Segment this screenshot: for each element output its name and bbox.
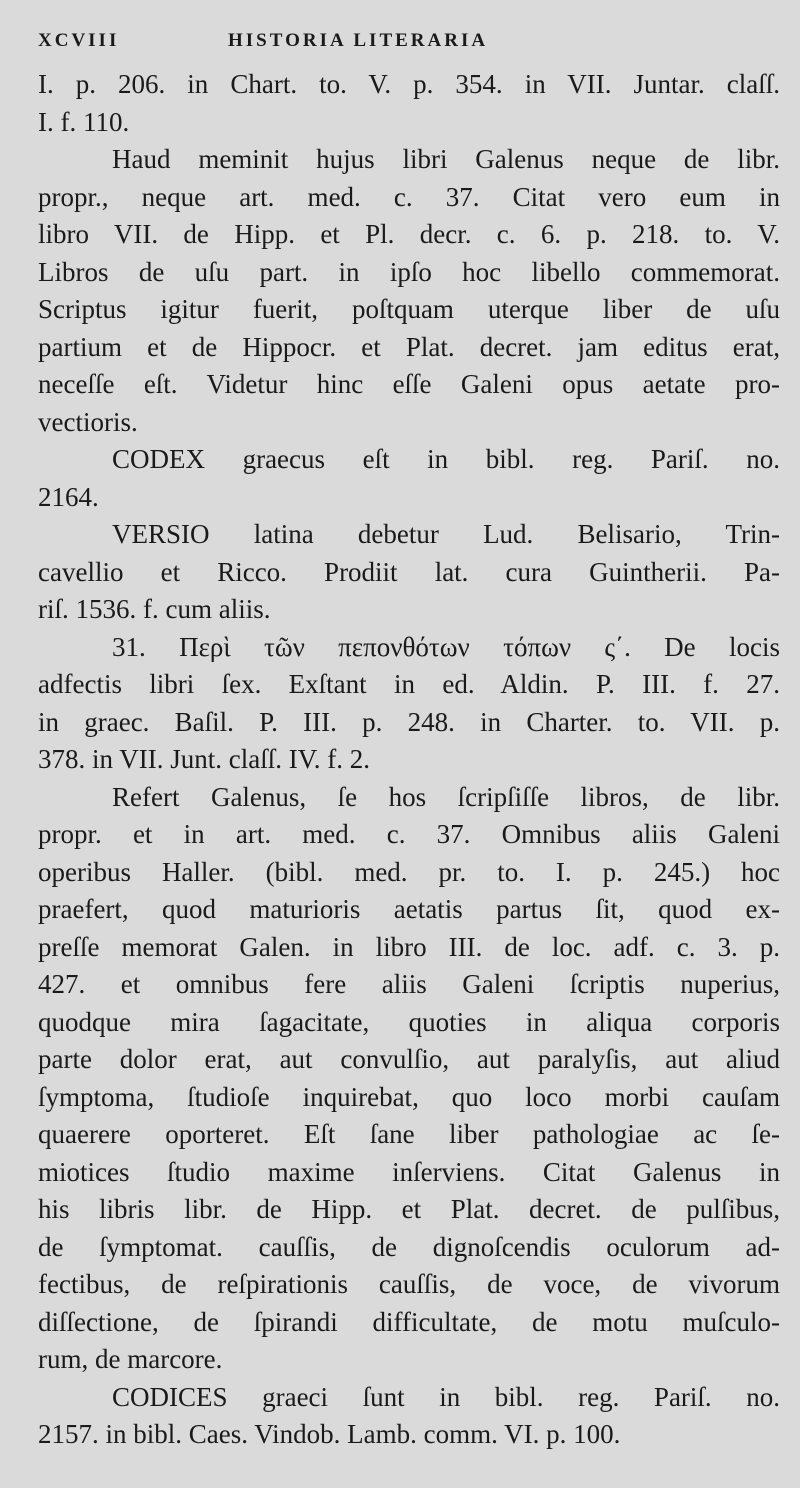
text-line: neceſſe eſt. Videtur hinc eſſe Galeni opus aetate pro- (38, 369, 780, 399)
paragraph (38, 141, 780, 441)
text-line: Haud meminit hujus libri Galenus neque de libr. (112, 144, 780, 174)
text-line: ſymptoma, ſtudioſe inquirebat, quo loco morbi cauſam (38, 1081, 780, 1112)
text-line: CODEX graecus eſt in bibl. reg. Pariſ. no. (112, 444, 780, 474)
text-line: fectibus, de reſpirationis cauſſis, de voce, de vivorum (38, 1269, 780, 1299)
text-line: parte dolor erat, aut convulſio, aut paralyſis, aut aliud (38, 1044, 780, 1074)
text-line: praefert, quod maturioris aetatis partus ſit, quod ex- (38, 894, 780, 924)
text-line: cavellio et Ricco. Prodiit lat. cura Guintherii. Pa- (38, 556, 780, 587)
text-line: vectioris. (38, 406, 138, 437)
running-header (38, 30, 780, 66)
page-number: XCVIII (38, 30, 120, 51)
text-line: his libris libr. de Hipp. et Plat. decret. de pulſibus, (38, 1194, 780, 1224)
text-line: I. f. 110. (38, 106, 130, 137)
running-title: HISTORIA LITERARIA (228, 30, 489, 51)
text-line: diſſectione, de ſpirandi difficultate, de motu muſculo- (38, 1306, 780, 1337)
text-line: riſ. 1536. f. cum aliis. (38, 594, 271, 624)
text-line: adfectis libri ſex. Exſtant in ed. Aldin. P. III. f. 27. (38, 669, 780, 699)
text-line: 378. in VII. Junt. claſſ. IV. f. 2. (38, 744, 370, 774)
text-line: rum, de marcore. (38, 1344, 223, 1374)
text-line: 2164. (38, 481, 99, 512)
text-line: VERSIO latina debetur Lud. Belisario, Trin- (112, 519, 780, 549)
text-line: Scriptus igitur fuerit, poſtquam uterque liber de uſu (38, 294, 780, 324)
text-line: operibus Haller. (bibl. med. pr. to. I. p. 245.) hoc (38, 856, 780, 887)
text-line: quodque mira ſagacitate, quoties in aliqua corporis (38, 1006, 780, 1037)
text-line: 2157. in bibl. Caes. Vindob. Lamb. comm. VI. p. 100. (38, 1419, 621, 1449)
text-line: propr., neque art. med. c. 37. Citat vero eum in (38, 181, 780, 212)
paragraph (38, 1379, 780, 1454)
text-line: 31. Περὶ τῶν πεπονθότων τόπων ς΄. De locis (112, 631, 780, 662)
paragraph (38, 516, 780, 629)
text-line: I. p. 206. in Chart. to. V. p. 354. in VII. Juntar. claſſ. (38, 69, 780, 99)
text-line: preſſe memorat Galen. in libro III. de loc. adf. c. 3. p. (38, 931, 780, 962)
paragraph (38, 66, 780, 141)
text-line: Libros de uſu part. in ipſo hoc libello commemorat. (38, 256, 780, 287)
text-line: CODICES graeci ſunt in bibl. reg. Pariſ. no. (112, 1381, 780, 1412)
text-line: propr. et in art. med. c. 37. Omnibus aliis Galeni (38, 819, 780, 849)
text-line: in graec. Baſil. P. III. p. 248. in Charter. to. VII. p. (38, 706, 780, 737)
text-line: miotices ſtudio maxime inſerviens. Citat Galenus in (38, 1156, 780, 1187)
text-line: 427. et omnibus fere aliis Galeni ſcriptis nuperius, (38, 969, 780, 999)
text-line: Refert Galenus, ſe hos ſcripſiſſe libros, de libr. (112, 781, 780, 812)
paragraph (38, 441, 780, 516)
paragraph (38, 629, 780, 779)
paragraph (38, 779, 780, 1379)
text-line: partium et de Hippocr. et Plat. decret. jam editus erat, (38, 331, 780, 362)
text-line: libro VII. de Hipp. et Pl. decr. c. 6. p. 218. to. V. (38, 219, 780, 249)
text-line: de ſymptomat. cauſſis, de dignoſcendis oculorum ad- (38, 1231, 780, 1262)
text-line: quaerere oporteret. Eſt ſane liber pathologiae ac ſe- (38, 1119, 780, 1149)
body-text (38, 66, 780, 1454)
